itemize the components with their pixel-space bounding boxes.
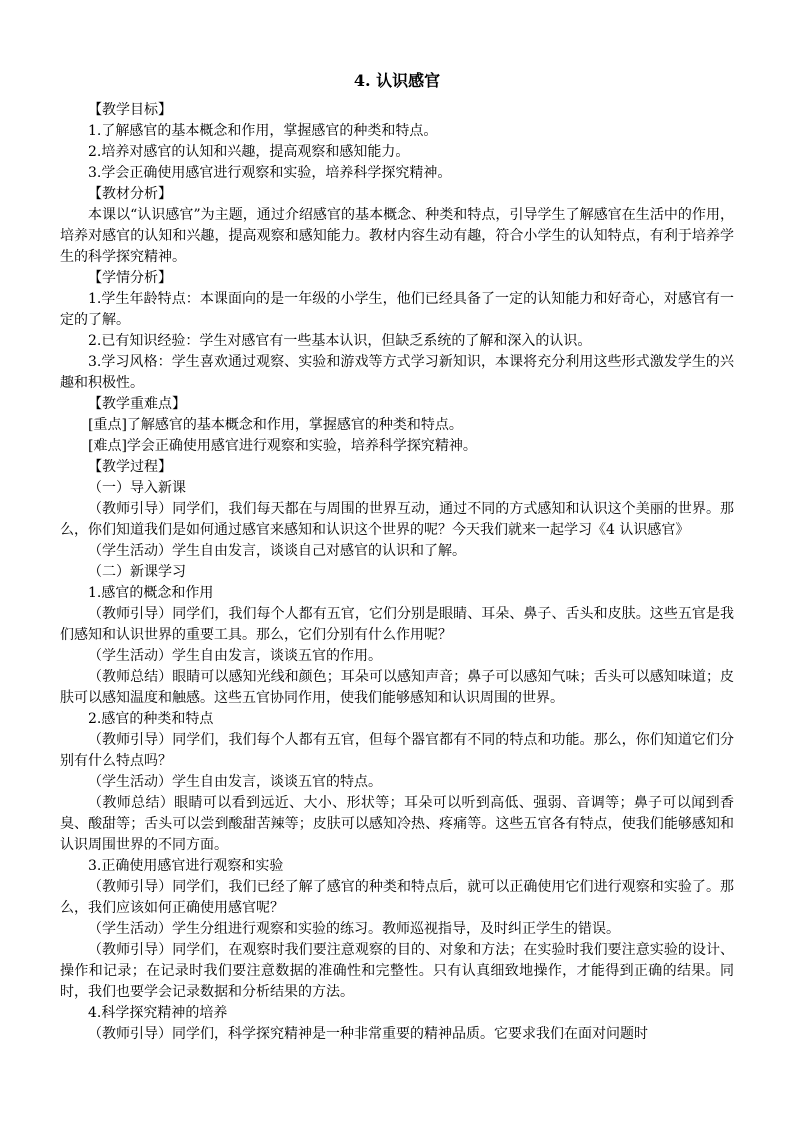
section-heading-goals: 【教学目标】 (88, 102, 172, 118)
subheading: 3.正确使用感官进行观察和实验 (88, 858, 284, 874)
section-heading-learners: 【学情分析】 (88, 270, 172, 286)
paragraph: （学生活动）学生自由发言，谈谈五官的特点。 (88, 774, 382, 790)
subheading: （一）导入新课 (88, 480, 186, 496)
paragraph: （教师总结）眼睛可以感知光线和颜色；耳朵可以感知声音；鼻子可以感知气味；舌头可以感知味道；皮肤可以感知温度和触感。这些五官协同作用，使我们能够感知和认识周围的世界。 (60, 669, 734, 706)
paragraph: 本课以“认识感官”为主题，通过介绍感官的基本概念、种类和特点，引导学生了解感官在生活中的作用，培养对感官的认知和兴趣，提高观察和感知能力。教材内容生动有趣，符合小学生的认知特点，有利于培养学生的科学探究精神。 (60, 207, 734, 265)
paragraph: （学生活动）学生分组进行观察和实验的练习。教师巡视指导，及时纠正学生的错误。 (88, 921, 620, 937)
goal-item: 3.学会正确使用感官进行观察和实验，培养科学探究精神。 (88, 165, 452, 181)
paragraph: 1.学生年龄特点：本课面向的是一年级的小学生，他们已经具备了一定的认知能力和好奇心，对感官有一定的了解。 (60, 291, 734, 328)
document-body (60, 100, 734, 1045)
goal-item: 1.了解感官的基本概念和作用，掌握感官的种类和特点。 (88, 123, 438, 139)
paragraph: （教师引导）同学们，在观察时我们要注意观察的目的、对象和方法；在实验时我们要注意实验的设计、操作和记录；在记录时我们要注意数据的准确性和完整性。只有认真细致地操作，才能得到正确的结果。同时，我们也要学会记录数据和分析结果的方法。 (60, 942, 734, 1000)
section-heading-process: 【教学过程】 (88, 459, 172, 475)
paragraph: （教师引导）同学们，我们每天都在与周围的世界互动，通过不同的方式感知和认识这个美丽的世界。那么，你们知道我们是如何通过感官来感知和认识这个世界的呢？今天我们就来一起学习《4 认识感官》 (60, 501, 734, 538)
paragraph: （学生活动）学生自由发言，谈谈自己对感官的认识和了解。 (88, 543, 466, 559)
paragraph: （教师总结）眼睛可以看到远近、大小、形状等；耳朵可以听到高低、强弱、音调等；鼻子可以闻到香臭、酸甜等；舌头可以尝到酸甜苦辣等；皮肤可以感知冷热、疼痛等。这些五官各有特点，使我们能够感知和认识周围世界的不同方面。 (60, 795, 734, 853)
paragraph: （教师引导）同学们，我们每个人都有五官，它们分别是眼睛、耳朵、鼻子、舌头和皮肤。这些五官是我们感知和认识世界的重要工具。那么，它们分别有什么作用呢？ (60, 606, 734, 643)
paragraph: （教师引导）同学们，我们已经了解了感官的种类和特点后，就可以正确使用它们进行观察和实验了。那么，我们应该如何正确使用感官呢？ (60, 879, 734, 916)
subheading: （二）新课学习 (88, 564, 186, 580)
paragraph: （教师引导）同学们，我们每个人都有五官，但每个器官都有不同的特点和功能。那么，你们知道它们分别有什么特点吗？ (60, 732, 734, 769)
paragraph: （教师引导）同学们，科学探究精神是一种非常重要的精神品质。它要求我们在面对问题时 (88, 1026, 648, 1042)
document-title: 4. 认识感官 (353, 71, 441, 90)
subheading: 1.感官的概念和作用 (88, 585, 214, 601)
paragraph: 3.学习风格：学生喜欢通过观察、实验和游戏等方式学习新知识，本课将充分利用这些形式激发学生的兴趣和积极性。 (60, 354, 734, 391)
subheading: 4.科学探究精神的培养 (88, 1005, 228, 1021)
section-heading-keypoints: 【教学重难点】 (88, 396, 186, 412)
document-page (60, 62, 734, 1045)
section-heading-material: 【教材分析】 (88, 186, 172, 202)
paragraph: [难点]学会正确使用感官进行观察和实验，培养科学探究精神。 (88, 438, 477, 454)
paragraph: 2.已有知识经验：学生对感官有一些基本认识，但缺乏系统的了解和深入的认识。 (88, 333, 592, 349)
subheading: 2.感官的种类和特点 (88, 711, 214, 727)
paragraph: （学生活动）学生自由发言，谈谈五官的作用。 (88, 648, 382, 664)
paragraph: [重点]了解感官的基本概念和作用，掌握感官的种类和特点。 (88, 417, 463, 433)
goal-item: 2.培养对感官的认知和兴趣，提高观察和感知能力。 (88, 144, 410, 160)
